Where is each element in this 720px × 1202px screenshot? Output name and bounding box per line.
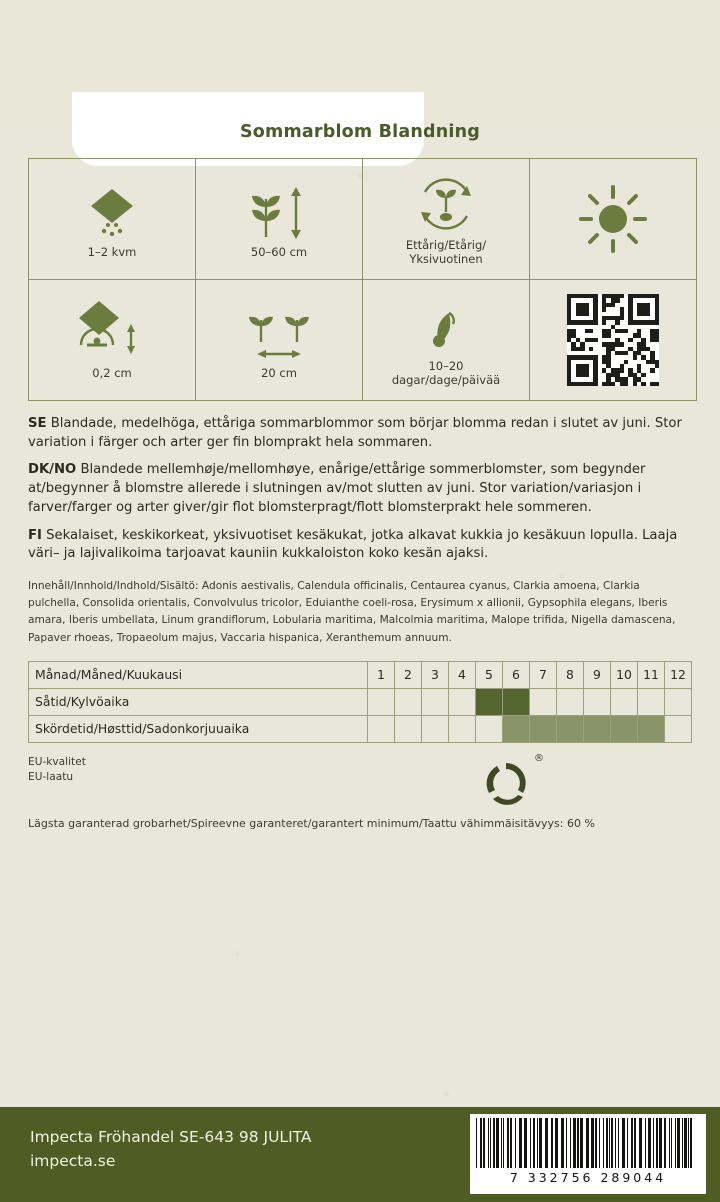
calendar-cell-m7 <box>530 688 557 715</box>
calendar-cell-m3 <box>422 688 449 715</box>
eu-quality-line1: EU-kvalitet <box>28 755 86 768</box>
lang-label-se: SE <box>28 416 47 431</box>
calendar-cell-m9 <box>584 688 611 715</box>
footer-bar <box>0 1107 720 1202</box>
registered-mark: ® <box>534 752 544 764</box>
month-header-5: 5 <box>476 661 503 688</box>
calendar-cell-m12 <box>665 688 692 715</box>
calendar-header-row <box>29 661 692 688</box>
sowing-depth-icon <box>29 300 195 366</box>
row-label-sowing: Såtid/Kylvöaika <box>29 688 368 715</box>
table-row <box>29 688 692 715</box>
calendar-cell-m6 <box>503 715 530 742</box>
life-cycle-caption: Ettårig/Etårig/ Yksivuotinen <box>405 237 487 266</box>
cell-qr-code[interactable] <box>530 280 697 401</box>
cell-life-cycle <box>363 159 530 280</box>
lang-label-fi: FI <box>28 527 42 543</box>
plant-height-icon <box>196 179 362 245</box>
eu-quality-line2: EU-laatu <box>28 771 74 784</box>
month-header-1: 1 <box>368 661 395 688</box>
calendar-cell-m5 <box>476 688 503 715</box>
company-website: impecta.se <box>30 1152 116 1171</box>
eu-block <box>28 752 692 813</box>
calendar-cell-m10 <box>611 688 638 715</box>
description-se-text: Blandade, medelhöga, ettåriga sommarblommor som börjar blomma redan i slutet av juni. Stor variation i färger och arter ger fin blomprakt hela sommaren. <box>28 416 682 450</box>
calendar-cell-m2 <box>395 688 422 715</box>
month-header-3: 3 <box>422 661 449 688</box>
icon-row-bottom <box>29 280 697 401</box>
cell-sun <box>530 159 697 280</box>
row-label-harvest: Skördetid/Høsttid/Sadonkorjuuaika <box>29 715 368 742</box>
calendar-cell-m8 <box>557 688 584 715</box>
ingredients-list: Adonis aestivalis, Calendula officinalis, Centaurea cyanus, Clarkia amoena, Clarkia pulchella, Consolida orientalis, Convolvulus tricolor, Eduianthe coeli-rosa, Erysimum x allionii, Gypsophila elegans, Iberis amara, Iberis umbellata, Linum grandiflorum, Lobularia maritima, Malcolmia maritima, Malope trifida, Nigella damascena, Papaver rhoeas, Tropaeolum majus, Vaccaria hispanica, Xeranthemum annuum. <box>28 580 676 644</box>
calendar-cell-m1 <box>368 715 395 742</box>
ingredients-label: Innehåll/Innhold/Indhold/Sisältö: <box>28 580 199 593</box>
barcode-number: 7 332756 289044 <box>509 1170 667 1185</box>
calendar-cell-m9 <box>584 715 611 742</box>
month-header-7: 7 <box>530 661 557 688</box>
life-cycle-icon <box>363 172 529 238</box>
calendar-header-label: Månad/Måned/Kuukausi <box>29 661 368 688</box>
calendar-cell-m6 <box>503 688 530 715</box>
description-dkno-text: Blandede mellemhøje/mellomhøye, enårige/ettårige sommerblomster, som begynder at/begynner å blomstre allerede i slutningen av/mot slutten av juni. Stor variation/variasjon i farver/farger og arter giver/gir flot blomsterpragt/flott blomsterprakt hele sommeren. <box>28 462 646 515</box>
cell-sowing-depth <box>29 280 196 401</box>
germination-guarantee: Lägsta garanterad grobarhet/Spireevne garanteret/garantert minimum/Taattu vähimmäisitävyys: 60 % <box>28 816 595 830</box>
description-dkno <box>28 461 692 517</box>
description-fi <box>28 527 692 564</box>
germination-time-caption: 10–20 dagar/dage/päivää <box>391 358 501 387</box>
ingredients-block <box>28 578 692 647</box>
recycle-icon <box>480 757 532 813</box>
calendar-cell-m11 <box>638 688 665 715</box>
calendar-cell-m5 <box>476 715 503 742</box>
sowing-density-caption: 1–2 kvm <box>87 244 137 259</box>
month-header-2: 2 <box>395 661 422 688</box>
description-block <box>28 415 692 564</box>
calendar-cell-m11 <box>638 715 665 742</box>
description-se <box>28 415 692 452</box>
month-header-10: 10 <box>611 661 638 688</box>
plant-spacing-caption: 20 cm <box>261 365 297 380</box>
page-title: Sommarblom Blandning <box>240 122 480 142</box>
calendar-cell-m7 <box>530 715 557 742</box>
calendar-cell-m4 <box>449 715 476 742</box>
cell-plant-spacing <box>196 280 363 401</box>
qr-code-icon[interactable] <box>530 280 696 400</box>
sowing-calendar-table <box>28 661 692 743</box>
calendar-cell-m1 <box>368 688 395 715</box>
month-header-8: 8 <box>557 661 584 688</box>
cell-germination-time <box>363 280 530 401</box>
info-icon-grid <box>28 158 697 401</box>
calendar-cell-m8 <box>557 715 584 742</box>
cell-plant-height <box>196 159 363 280</box>
packet-content <box>0 122 720 830</box>
company-name-line: Impecta Fröhandel SE-643 98 JULITA <box>30 1128 312 1146</box>
sowing-density-icon <box>29 179 195 245</box>
plant-height-caption: 50–60 cm <box>250 244 308 259</box>
calendar-cell-m12 <box>665 715 692 742</box>
calendar-cell-m3 <box>422 715 449 742</box>
icon-row-top <box>29 159 697 280</box>
calendar-cell-m10 <box>611 715 638 742</box>
month-header-9: 9 <box>584 661 611 688</box>
barcode-bars <box>476 1118 700 1168</box>
calendar-cell-m4 <box>449 688 476 715</box>
sowing-depth-caption: 0,2 cm <box>92 365 132 380</box>
lang-label-dkno: DK/NO <box>28 462 77 478</box>
company-address <box>30 1125 312 1173</box>
month-header-4: 4 <box>449 661 476 688</box>
table-row <box>29 715 692 742</box>
month-header-6: 6 <box>503 661 530 688</box>
barcode <box>470 1114 706 1194</box>
plant-spacing-icon <box>196 300 362 366</box>
calendar-cell-m2 <box>395 715 422 742</box>
sun-icon <box>530 186 696 252</box>
month-header-11: 11 <box>638 661 665 688</box>
description-fi-text: Sekalaiset, keskikorkeat, yksivuotiset kesäkukat, jotka alkavat kukkia jo kesäkuun lopulla. Laaja väri– ja lajivalikoima tarjoavat kauniin kukkaloiston koko kesän ajaksi. <box>28 527 678 562</box>
germination-time-icon <box>363 293 529 359</box>
cell-sowing-density <box>29 159 196 280</box>
month-header-12: 12 <box>665 661 692 688</box>
